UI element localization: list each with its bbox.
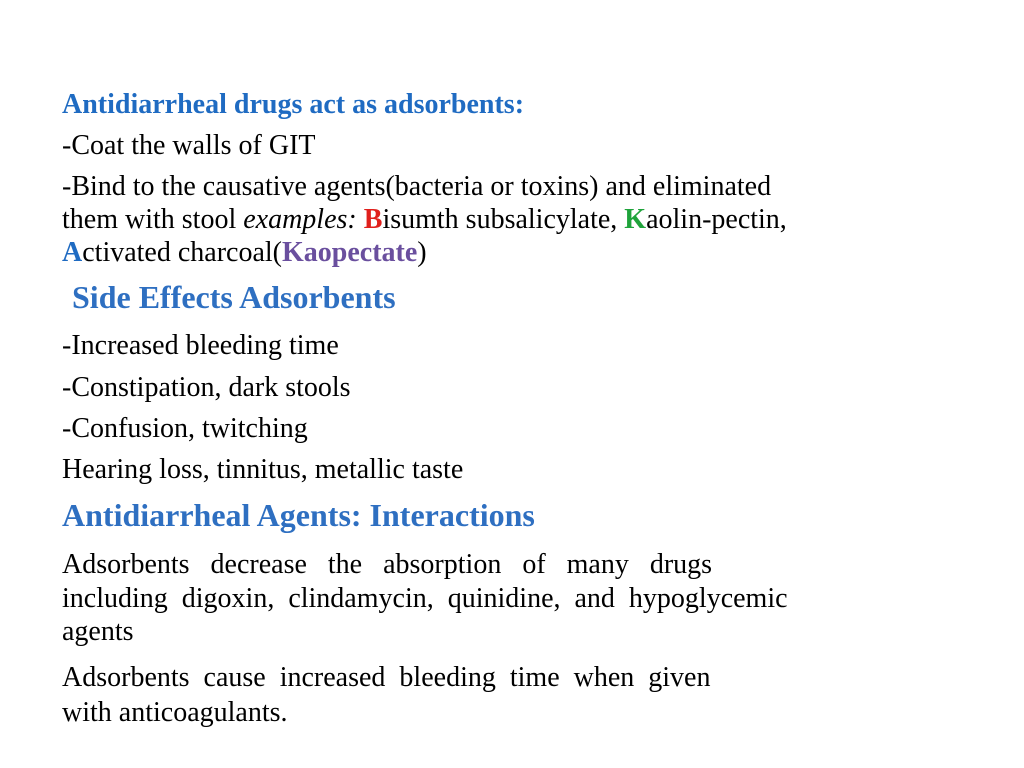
interactions-para2-line1: Adsorbents cause increased bleeding time when given — [62, 662, 711, 693]
adsorbents-heading: Antidiarrheal drugs act as adsorbents: — [62, 89, 525, 120]
kaopectate-name: Kaopectate — [282, 237, 418, 268]
coat-walls-line: -Coat the walls of GIT — [62, 130, 316, 161]
examples-line — [62, 203, 787, 237]
bismuth-rest: isumth subsalicylate, — [382, 204, 625, 235]
examples-prefix: them with stool — [62, 204, 244, 235]
side-effect-item: -Constipation, dark stools — [62, 372, 351, 403]
interactions-heading: Antidiarrheal Agents: Interactions — [62, 497, 535, 533]
interactions-para1-line3: agents — [62, 616, 134, 647]
side-effect-item: -Increased bleeding time — [62, 330, 339, 361]
side-effects-heading: Side Effects Adsorbents — [72, 279, 396, 315]
interactions-para2-line2: with anticoagulants. — [62, 697, 288, 728]
side-effect-item: Hearing loss, tinnitus, metallic taste — [62, 454, 464, 485]
examples-space — [357, 204, 364, 235]
interactions-para1-line2: including digoxin, clindamycin, quinidine, and hypoglycemic — [62, 583, 788, 614]
bind-agents-line: -Bind to the causative agents(bacteria or toxins) and eliminated — [62, 171, 772, 202]
charcoal-close: ) — [417, 237, 427, 268]
side-effect-item: -Confusion, twitching — [62, 413, 308, 444]
activated-rest: ctivated charcoal( — [82, 237, 282, 268]
examples-label: examples: — [243, 204, 357, 235]
kaolin-initial: K — [624, 204, 647, 235]
bismuth-initial: B — [363, 204, 383, 235]
interactions-para1-line1: Adsorbents decrease the absorption of many drugs — [62, 549, 713, 580]
charcoal-line — [62, 236, 427, 270]
kaolin-rest: aolin-pectin, — [646, 204, 787, 235]
activated-initial: A — [62, 237, 83, 268]
